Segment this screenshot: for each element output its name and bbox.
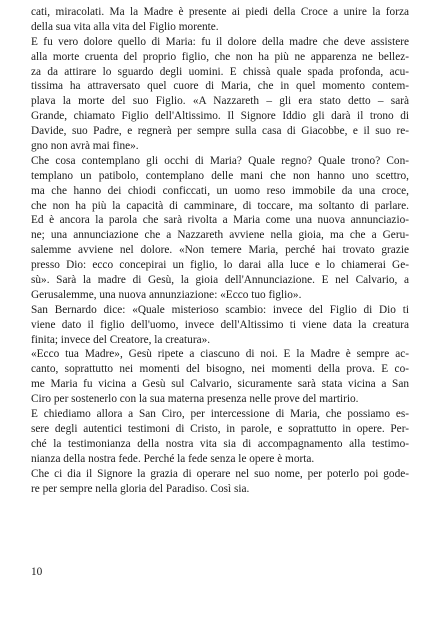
text-line: za da attirare lo sguardo degli uomini. E chissà quale spada profonda, acu- [31, 65, 409, 78]
text-line: viene dato il figlio dell'uomo, invece dell'Altissimo ti viene data la creatura [31, 318, 409, 331]
text-line: finita; invece del Creatore, la creatura». [31, 333, 211, 346]
text-line: Che cosa contemplano gli occhi di Maria? Quale regno? Quale trono? Con- [31, 154, 409, 167]
text-line: alla morte cruenta del proprio figlio, che non ha più ne apparenza ne bellez- [31, 50, 409, 63]
text-line: sere degli autentici testimoni di Cristo, in parole, e soprattutto in opere. Per- [31, 422, 409, 435]
text-line: Che ci dia il Signore la grazia di operare nel suo nome, per poterlo poi gode- [31, 467, 409, 480]
text-line: presso Dio: ecco concepirai un figlio, lo darai alla luce e lo chiamerai Ge- [31, 259, 409, 272]
text-line: cati, miracolati. Ma la Madre è presente ai piedi della Croce a unire la forza [31, 6, 409, 18]
text-line: me Maria fu vicina a Gesù sul Calvario, sicuramente sarà stata vicina a San [31, 378, 409, 391]
text-line: sù». Sarà la madre di Gesù, la gioia dell'Annunciazione. E nel Calvario, a [31, 274, 409, 287]
text-line: ma che hanno dei chiodi conficcati, un uomo reso immobile da una croce, [31, 184, 409, 197]
text-line: re per sempre nella gloria del Paradiso. Così sia. [31, 482, 250, 495]
text-line: Gerusalemme, una nuova annunziazione: «Ecco tuo figlio». [31, 288, 302, 301]
text-line: Ed è ancora la parola che sarà rivolta a Maria come una nuova annunciazio- [31, 214, 409, 227]
text-line: che non ha più la capacità di camminare, di toccare, ma soltanto di parlare. [31, 199, 409, 212]
text-line: San Bernardo dice: «Quale misterioso scambio: invece del Figlio di Dio ti [31, 303, 409, 316]
body-text [31, 5, 409, 496]
text-line: ne; una annunciazione che a Nazzareth avviene nella gioia, ma che a Geru- [31, 229, 409, 242]
page-number: 10 [31, 566, 43, 578]
text-line: gno non avrà mai fine». [31, 140, 139, 153]
text-line: salemme avviene nel dolore. «Non temere Maria, perché hai trovato grazie [31, 244, 409, 257]
text-line: E chiediamo allora a San Ciro, per intercessione di Maria, che possiamo es- [31, 408, 409, 421]
text-line: templano un patibolo, contemplano delle mani che non hanno uno scettro, [31, 169, 409, 182]
text-line: tissima ha attraversato quel cuore di Maria, che in quel momento contem- [31, 80, 409, 93]
text-line: Davide, suo Padre, e regnerà per sempre sulla casa di Giacobbe, e il suo re- [31, 125, 409, 138]
text-line: E fu vero dolore quello di Maria: fu il dolore della madre che deve assistere [31, 35, 409, 48]
text-line: nianza della nostra fede. Perché la fede senza le opere è morta. [31, 452, 315, 465]
text-line: «Ecco tua Madre», Gesù ripete a ciascuno di noi. E la Madre è sempre ac- [31, 348, 409, 361]
text-line: canto, soprattutto nei momenti del bisogno, nei momenti della prova. E co- [31, 363, 409, 376]
text-line: della sua vita alla vita del Figlio morente. [31, 20, 219, 33]
text-line: Ciro per sostenerlo con la sua materna presenza nelle prove del martirio. [31, 393, 359, 406]
text-line: ché la testimonianza della nostra vita sia di accompagnamento alla testimo- [31, 437, 409, 450]
text-line: plava la morte del suo Figlio. «A Nazzareth – gli era stato detto – sarà [31, 95, 409, 108]
text-line: Grande, chiamato Figlio dell'Altissimo. Il Signore Iddio gli darà il trono di [31, 110, 409, 123]
